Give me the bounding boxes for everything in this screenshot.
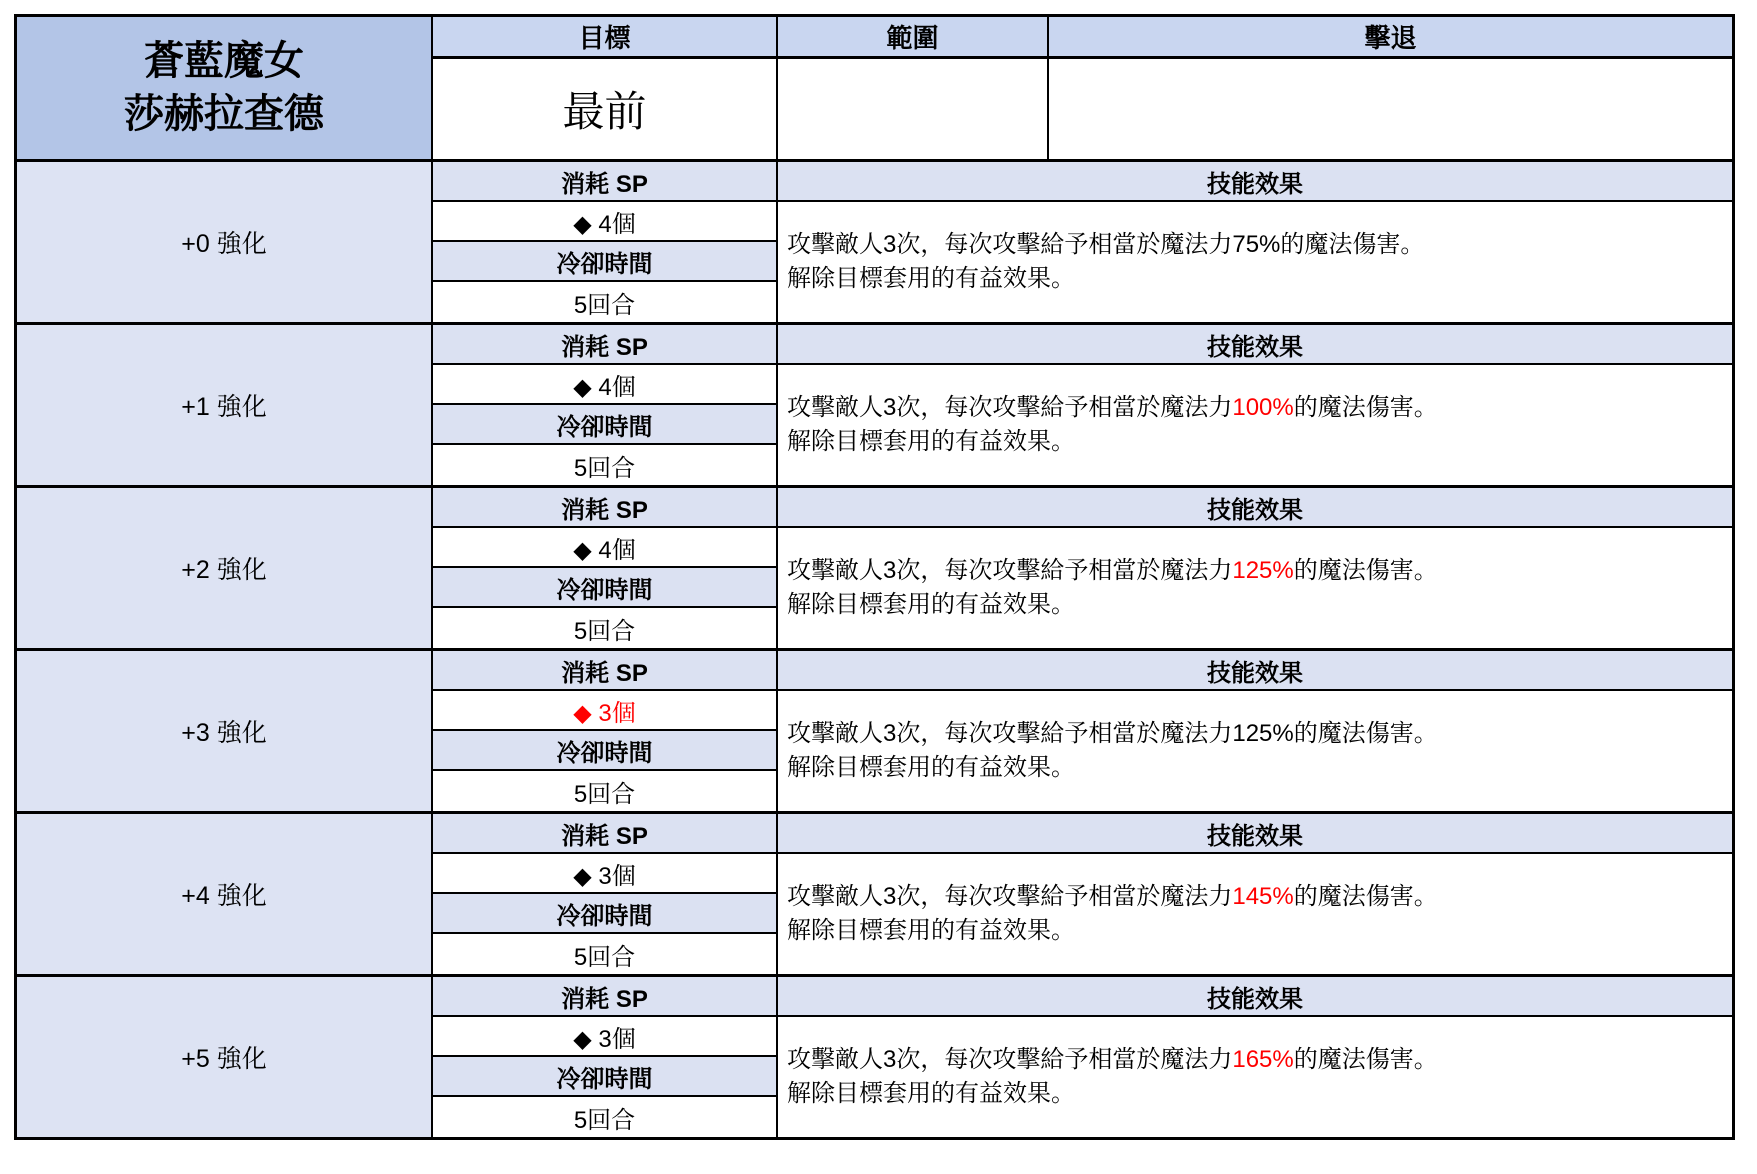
enhancement-level-cell: +1 強化 bbox=[17, 325, 433, 485]
sp-cost-header-cell: 消耗 SP bbox=[433, 977, 776, 1017]
enhancement-level-cell: +5 強化 bbox=[17, 977, 433, 1137]
skill-effect-header-cell: 技能效果 bbox=[778, 651, 1732, 691]
effect-line1-prefix: 攻擊敵人3次，每次攻擊給予相當於魔法力 bbox=[787, 557, 1233, 584]
section-mid-column bbox=[433, 977, 778, 1137]
skill-effect-text bbox=[778, 554, 1438, 622]
skill-effect-body-cell bbox=[778, 854, 1732, 974]
effect-percent: 75% bbox=[1232, 231, 1281, 258]
cooldown-value-cell: 5回合 bbox=[573, 617, 636, 645]
character-title-cell bbox=[17, 17, 433, 159]
cooldown-header-cell: 冷卻時間 bbox=[433, 894, 776, 934]
effect-line2: 解除目標套用的有益效果。 bbox=[787, 265, 1075, 292]
range-column-header: 範圍 bbox=[778, 17, 1049, 56]
effect-line2: 解除目標套用的有益效果。 bbox=[787, 754, 1075, 781]
effect-line1-prefix: 攻擊敵人3次，每次攻擊給予相當於魔法力 bbox=[787, 720, 1233, 747]
skill-effect-text bbox=[778, 391, 1438, 459]
cooldown-header-cell: 冷卻時間 bbox=[433, 242, 776, 282]
knockback-value-cell bbox=[1049, 59, 1732, 159]
section-right-column bbox=[778, 651, 1732, 811]
sp-cost-value: ◆ 3個 bbox=[573, 862, 636, 890]
effect-percent: 125% bbox=[1232, 720, 1294, 747]
sp-cost-value-cell bbox=[433, 1017, 776, 1057]
character-title-line1: 蒼藍魔女 bbox=[144, 39, 304, 83]
effect-line1-suffix: 的魔法傷害。 bbox=[1293, 1046, 1438, 1073]
sp-cost-value: ◆ 3個 bbox=[573, 699, 636, 727]
skill-effect-body-cell bbox=[778, 691, 1732, 811]
cooldown-header-cell: 冷卻時間 bbox=[433, 731, 776, 771]
enhancement-section bbox=[17, 485, 1732, 648]
skill-effect-body-cell bbox=[778, 365, 1732, 485]
skill-effect-body-cell bbox=[778, 1017, 1732, 1137]
enhancement-section bbox=[17, 974, 1732, 1137]
section-right-column bbox=[778, 488, 1732, 648]
sp-cost-value: ◆ 4個 bbox=[573, 536, 636, 564]
effect-percent: 125% bbox=[1232, 557, 1294, 584]
enhancement-section bbox=[17, 648, 1732, 811]
enhancement-level-cell: +0 強化 bbox=[17, 162, 433, 322]
top-right-grid bbox=[433, 17, 1732, 159]
section-right-column bbox=[778, 814, 1732, 974]
effect-line2: 解除目標套用的有益效果。 bbox=[787, 917, 1075, 944]
sp-cost-header-cell: 消耗 SP bbox=[433, 651, 776, 691]
section-mid-column bbox=[433, 488, 778, 648]
top-header-row bbox=[433, 17, 1732, 59]
character-title-line2: 莎赫拉查德 bbox=[124, 92, 324, 136]
skill-effect-header-cell: 技能效果 bbox=[778, 814, 1732, 854]
sp-cost-header-cell: 消耗 SP bbox=[433, 162, 776, 202]
enhancement-section bbox=[17, 159, 1732, 322]
effect-line1-prefix: 攻擊敵人3次，每次攻擊給予相當於魔法力 bbox=[787, 231, 1233, 258]
effect-line2: 解除目標套用的有益效果。 bbox=[787, 591, 1075, 618]
effect-percent: 165% bbox=[1232, 1046, 1294, 1073]
effect-line1-suffix: 的魔法傷害。 bbox=[1293, 720, 1438, 747]
top-block bbox=[17, 17, 1732, 159]
skill-effect-header-cell: 技能效果 bbox=[778, 325, 1732, 365]
cooldown-header-cell: 冷卻時間 bbox=[433, 1057, 776, 1097]
enhancement-section bbox=[17, 322, 1732, 485]
enhancement-level-cell: +3 強化 bbox=[17, 651, 433, 811]
skill-effect-header-cell: 技能效果 bbox=[778, 977, 1732, 1017]
section-mid-column bbox=[433, 325, 778, 485]
skill-effect-text bbox=[778, 880, 1438, 948]
effect-line1-suffix: 的魔法傷害。 bbox=[1280, 231, 1425, 258]
sp-cost-header-cell: 消耗 SP bbox=[433, 814, 776, 854]
effect-line1-suffix: 的魔法傷害。 bbox=[1293, 883, 1438, 910]
effect-line2: 解除目標套用的有益效果。 bbox=[787, 428, 1075, 455]
section-mid-column bbox=[433, 162, 778, 322]
sp-cost-value-cell bbox=[433, 202, 776, 242]
cooldown-value-cell: 5回合 bbox=[573, 780, 636, 808]
sp-cost-value-cell bbox=[433, 691, 776, 731]
top-value-row bbox=[433, 59, 1732, 159]
enhancement-section bbox=[17, 811, 1732, 974]
section-mid-column bbox=[433, 814, 778, 974]
skill-table bbox=[14, 14, 1735, 1140]
sp-cost-header-cell: 消耗 SP bbox=[433, 488, 776, 528]
sp-cost-value-cell bbox=[433, 365, 776, 405]
sp-cost-header-cell: 消耗 SP bbox=[433, 325, 776, 365]
sp-cost-value: ◆ 4個 bbox=[573, 373, 636, 401]
cooldown-value-cell: 5回合 bbox=[573, 1106, 636, 1134]
effect-line1-suffix: 的魔法傷害。 bbox=[1293, 394, 1438, 421]
skill-effect-body-cell bbox=[778, 202, 1732, 322]
effect-line2: 解除目標套用的有益效果。 bbox=[787, 1080, 1075, 1107]
skill-effect-header-cell: 技能效果 bbox=[778, 162, 1732, 202]
skill-effect-text bbox=[778, 717, 1438, 785]
range-value-cell bbox=[778, 59, 1049, 159]
section-mid-column bbox=[433, 651, 778, 811]
skill-effect-text bbox=[778, 228, 1424, 296]
cooldown-value-cell: 5回合 bbox=[573, 943, 636, 971]
sp-cost-value: ◆ 3個 bbox=[573, 1025, 636, 1053]
sp-cost-value-cell bbox=[433, 528, 776, 568]
section-right-column bbox=[778, 977, 1732, 1137]
skill-effect-body-cell bbox=[778, 528, 1732, 648]
enhancement-level-cell: +4 強化 bbox=[17, 814, 433, 974]
section-right-column bbox=[778, 162, 1732, 322]
knockback-column-header: 擊退 bbox=[1049, 17, 1732, 56]
effect-percent: 100% bbox=[1232, 394, 1294, 421]
effect-line1-prefix: 攻擊敵人3次，每次攻擊給予相當於魔法力 bbox=[787, 883, 1233, 910]
effect-line1-suffix: 的魔法傷害。 bbox=[1293, 557, 1438, 584]
enhancement-level-cell: +2 強化 bbox=[17, 488, 433, 648]
cooldown-value-cell: 5回合 bbox=[573, 291, 636, 319]
section-right-column bbox=[778, 325, 1732, 485]
sp-cost-value: ◆ 4個 bbox=[573, 210, 636, 238]
target-value-cell: 最前 bbox=[433, 59, 778, 159]
cooldown-value-cell: 5回合 bbox=[573, 454, 636, 482]
skill-effect-header-cell: 技能效果 bbox=[778, 488, 1732, 528]
target-column-header: 目標 bbox=[433, 17, 778, 56]
effect-line1-prefix: 攻擊敵人3次，每次攻擊給予相當於魔法力 bbox=[787, 1046, 1233, 1073]
effect-percent: 145% bbox=[1232, 883, 1294, 910]
effect-line1-prefix: 攻擊敵人3次，每次攻擊給予相當於魔法力 bbox=[787, 394, 1233, 421]
cooldown-header-cell: 冷卻時間 bbox=[433, 405, 776, 445]
sp-cost-value-cell bbox=[433, 854, 776, 894]
skill-effect-text bbox=[778, 1043, 1438, 1111]
cooldown-header-cell: 冷卻時間 bbox=[433, 568, 776, 608]
